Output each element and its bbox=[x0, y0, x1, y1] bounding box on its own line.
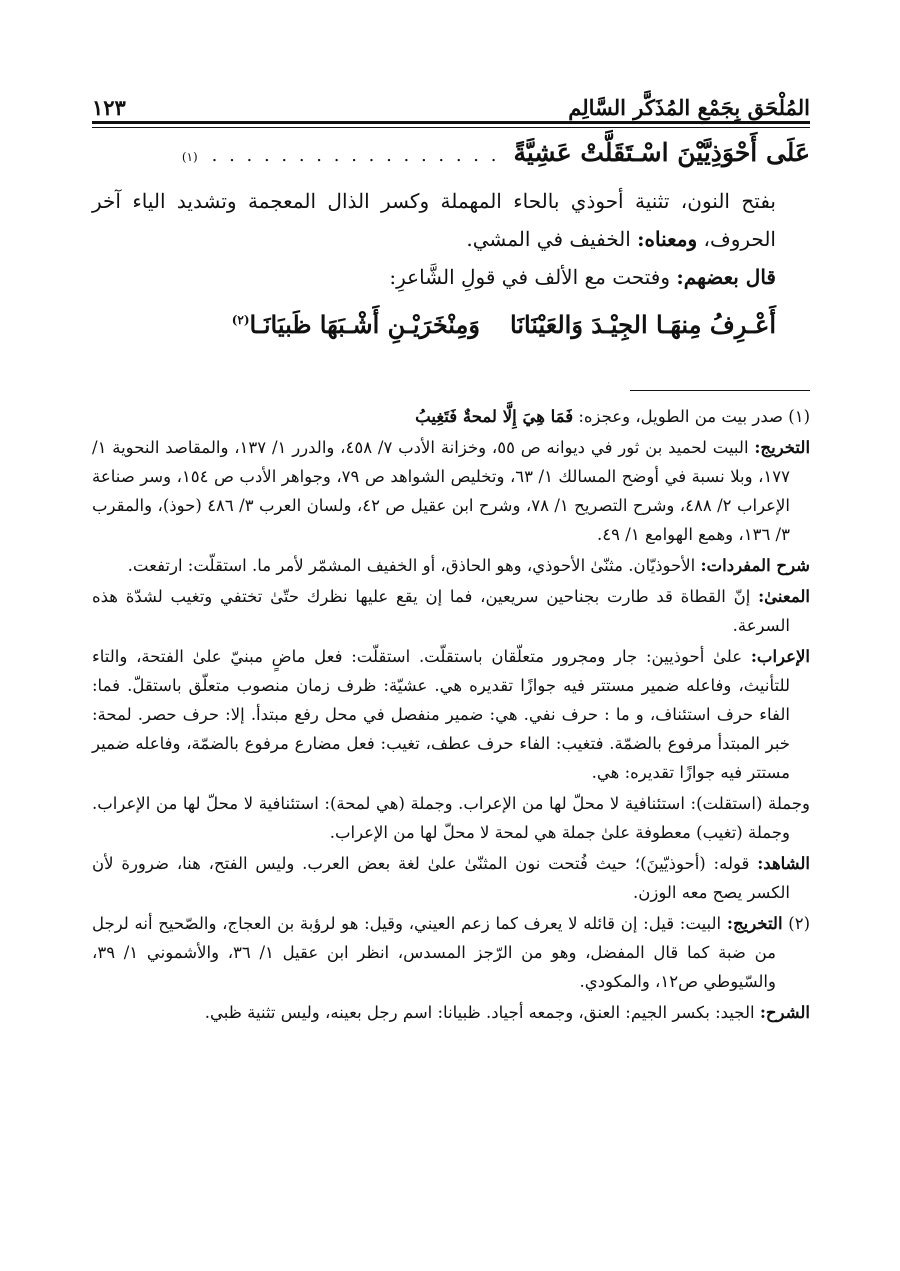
irab-label: الإعراب: bbox=[750, 647, 810, 666]
sharh-note bbox=[92, 998, 810, 1027]
footnotes bbox=[92, 402, 810, 1029]
explanation-paragraph bbox=[92, 182, 810, 258]
maana-label: المعنىٰ: bbox=[758, 587, 810, 606]
verse-second-second-half: وَمِنْخَرَيْـنِ أَشْـبَهَا ظَبيَانَـا$^{(٢)}$ bbox=[231, 309, 480, 339]
verse-second bbox=[92, 296, 810, 352]
footnote-1 bbox=[92, 402, 810, 431]
sharh-text: الجيد: بكسر الجيم: العنق، وجمعه أجياد. ظبيانا: اسم رجل بعينه، وليس تثنية ظبي. bbox=[204, 1003, 755, 1022]
footnote-separator bbox=[630, 390, 810, 391]
verse-second-first-half: أَعْـرِفُ مِنهَـا الجِيْـدَ وَالعَيْنَانَا bbox=[510, 309, 776, 339]
quote-label: قال بعضهم: bbox=[676, 265, 776, 289]
page-number: ١٢٣ bbox=[92, 95, 126, 120]
meaning-label: ومعناه: bbox=[637, 227, 698, 251]
shahid-text: قوله: (أحوذيّينَ)؛ حيث فُتحت نون المثنّىٰ علىٰ لغة بعض العرب. وليس الفتح، هنا، ضرورة لأن الكسر يصح معه الوزن. bbox=[92, 854, 790, 902]
footnote-mark-2: (٢) bbox=[231, 312, 250, 327]
footnote-1-hemistich: فَمَا هِيَ إِلَّا لمحةٌ فَتَغِيبُ bbox=[415, 407, 574, 426]
maana-note bbox=[92, 582, 810, 640]
footnote-2-label: التخريج: bbox=[726, 914, 783, 933]
takhrij-note bbox=[92, 433, 810, 549]
sharh-label: الشرح: bbox=[759, 1003, 810, 1022]
verse-first bbox=[92, 138, 810, 182]
quote-paragraph bbox=[92, 258, 810, 296]
footnote-1-number: (١) bbox=[788, 407, 810, 426]
header-rule-thin bbox=[92, 127, 810, 128]
mufradat-note bbox=[92, 551, 810, 580]
page-header bbox=[92, 80, 810, 120]
quote-text: وفتحت مع الألف في قولِ الشَّاعرِ: bbox=[389, 265, 677, 289]
maana-text: إنّ القطاة قد طارت بجناحين سريعين، فما إن يقع عليها نظرك حتّىٰ تختفي وتغيب لشدّة هذه السرعة. bbox=[92, 587, 790, 635]
shahid-note bbox=[92, 849, 810, 907]
shahid-label: الشاهد: bbox=[757, 854, 810, 873]
footnote-2-number: (٢) bbox=[788, 914, 811, 933]
irab-text: علىٰ أحوذيين: جار ومجرور متعلّقان باستقلّت. استقلّت: فعل ماضٍ مبنيّ علىٰ الفتحة، والتاء للتأنيث، وفاعله ضمير مستتر فيه جوازًا تقديره هي. عشيّة: ظرف زمان منصوب متعلّق باستقلّ. فما: الفاء حرف استئناف، و ما : حرف نفي. هي: ضمير منفصل في محل رفع مبتدأ. إلا: حرف حصر. لمحة: خبر المبتدأ مرفوع بالضمّة. فتغيب: الفاء حرف عطف، تغيب: فعل مضارع مرفوع بالضمّة، وفاعله ضمير مستتر فيه جوازًا تقديره: هي. bbox=[92, 647, 790, 782]
running-title: المُلْحَق بِجَمْعِ المُذَكَّر السَّالِم bbox=[568, 95, 810, 120]
meaning-text: الخفيف في المشي. bbox=[466, 227, 638, 251]
footnote-2 bbox=[92, 909, 810, 996]
footnote-mark-1: (١) bbox=[181, 150, 198, 164]
jumal-text: وجملة (استقلت): استئنافية لا محلّ لها من الإعراب. وجملة (هي لمحة): استئنافية لا محلّ لها من الإعراب. وجملة (تغيب) معطوفة علىٰ جملة هي لمحة لا محلّ لها من الإعراب. bbox=[92, 794, 810, 842]
verse-dots: . . . . . . . . . . . . . . . . . bbox=[211, 145, 500, 166]
takhrij-label: التخريج: bbox=[754, 438, 811, 457]
footnote-2-text: البيت: قيل: إن قائله لا يعرف كما زعم العيني، وقيل: هو لرؤبة بن العجاج، والصّحيح أنه لرجل من ضبة كما قال المفضل، وهو من الرّجز المسدس، انظر ابن عقيل ١/ ٣٦، والأشموني ١/ ٣٩، والسّيوطي ص١٢، والمكودي. bbox=[92, 914, 776, 991]
takhrij-text: البيت لحميد بن ثور في ديوانه ص ٥٥، وخزانة الأدب ٧/ ٤٥٨، والدرر ١/ ١٣٧، والمقاصد النحوية ١/ ١٧٧، وبلا نسبة في أوضح المسالك ١/ ٦٣، وتخليص الشواهد ص ٧٩، وجواهر الأدب ص ١٥٤، وسر صناعة الإعراب ٢/ ٤٨٨، وشرح التصريح ١/ ٧٨، وشرح ابن عقيل ص ٤٢، ولسان العرب ٣/ ٤٨٦ (حوذ)، والمقرب ٣/ ١٣٦، وهمع الهوامع ١/ ٤٩. bbox=[92, 438, 791, 544]
header-rule-thick bbox=[92, 121, 810, 124]
main-text bbox=[92, 138, 810, 352]
footnote-1-text: صدر بيت من الطويل، وعجزه: bbox=[578, 407, 783, 426]
jumal-note bbox=[92, 789, 810, 847]
mufradat-text: الأحوذيّان. مثنّىٰ الأحوذي، وهو الحاذق، أو الخفيف المشمّر لأمر ما. استقلّت: ارتفعت. bbox=[127, 556, 696, 575]
verse-first-text: عَلَى أَحْوَذِيَّيْنَ اسْـتَقَلَّتْ عَشِيَّةً bbox=[513, 138, 810, 167]
mufradat-label: شرح المفردات: bbox=[700, 556, 810, 575]
irab-note bbox=[92, 642, 810, 787]
explanation-text: بفتح النون، تثنية أحوذي بالحاء المهملة وكسر الذال المعجمة وتشديد الياء آخر الحروف، bbox=[92, 189, 776, 251]
